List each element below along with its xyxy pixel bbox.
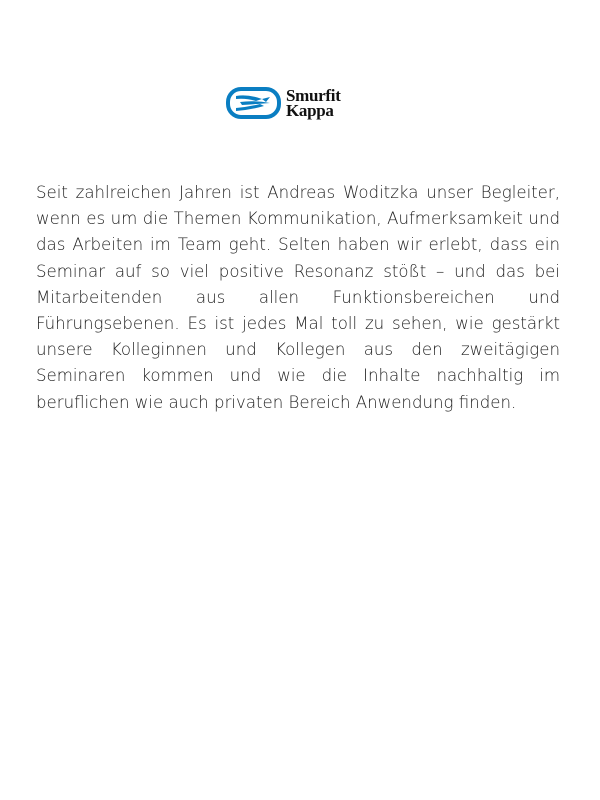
logo-wordmark-line2: Kappa	[286, 101, 334, 120]
logo-wordmark	[286, 88, 341, 118]
smurfit-kappa-logo-icon	[226, 87, 281, 119]
testimonial-text: Seit zahlreichen Jahren ist Andreas Woditzka unser Begleiter, wenn es um die Themen Kommunikation, Aufmerksamkeit und das Arbeiten im Team geht. Selten haben wir erlebt, dass ein Seminar auf so viel positive Resonanz stößt – und das bei Mitarbeitenden aus allen Funktionsbereichen und Führungsebenen. Es ist jedes Mal toll zu sehen, wie gestärkt unsere Kolleginnen und Kollegen aus den zweitägigen Seminaren kommen und wie die Inhalte nachhaltig im beruflichen wie auch privaten Bereich Anwendung finden.	[36, 183, 560, 412]
logo-wordmark-line1: Smurfit	[286, 86, 341, 105]
smurfit-kappa-logo	[226, 84, 356, 122]
